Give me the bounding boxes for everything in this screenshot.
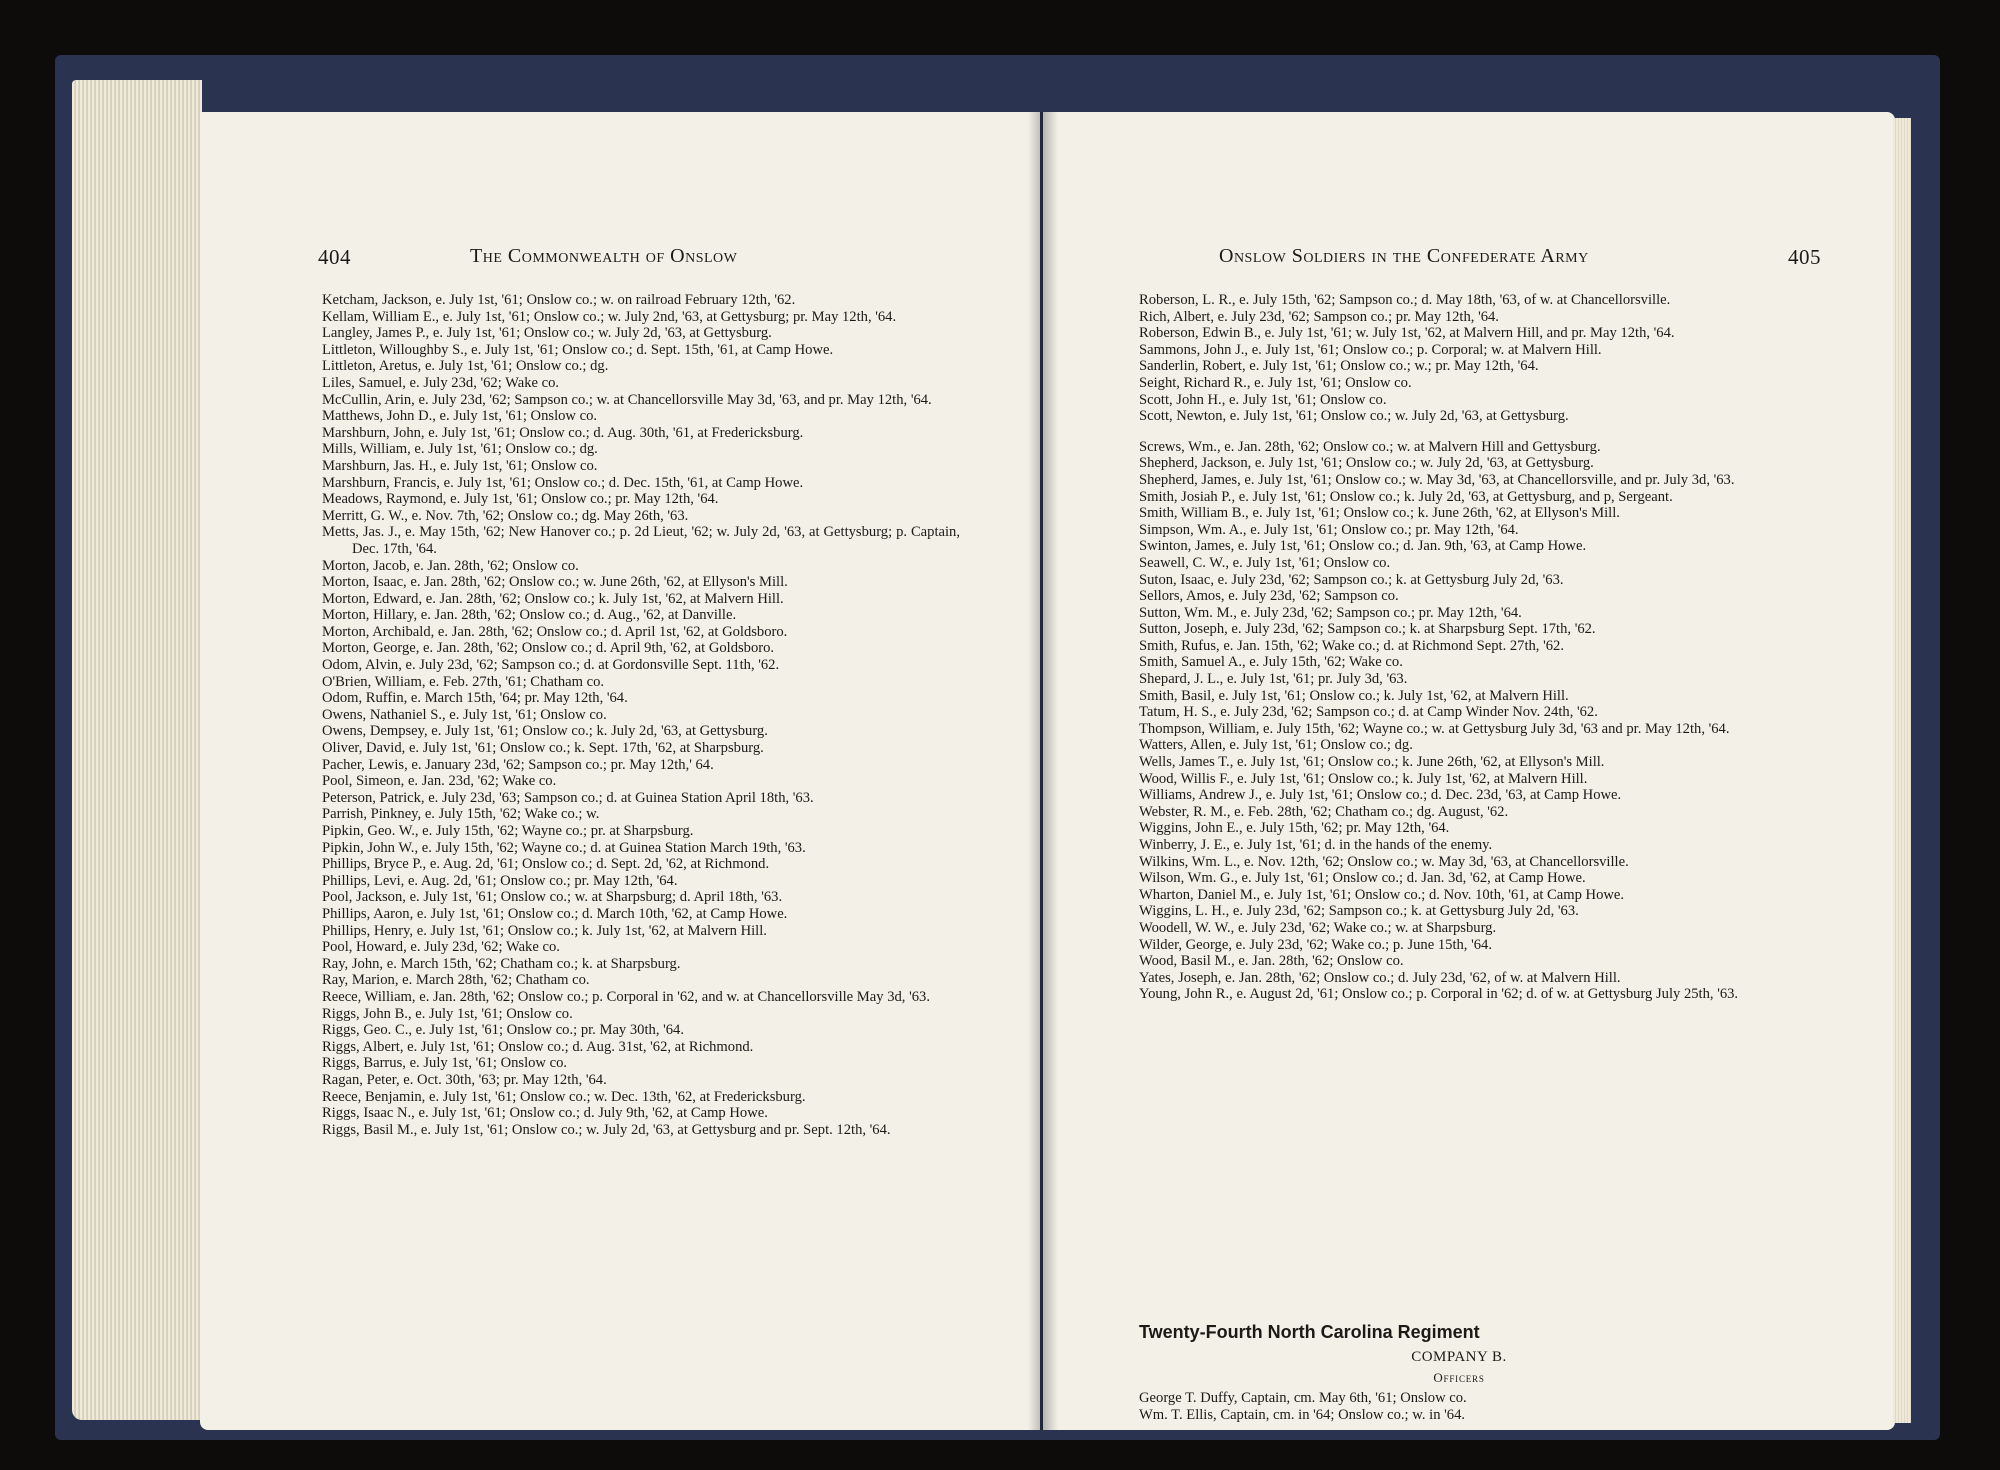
roster-entry: Shepherd, Jackson, e. July 1st, '61; Onslow co.; w. July 2d, '63, at Gettysburg. [1139,455,1594,472]
roster-entry: Phillips, Henry, e. July 1st, '61; Onslow co.; k. July 1st, '62, at Malvern Hill. [322,922,767,939]
roster-entry: Suton, Isaac, e. July 23d, '62; Sampson co.; k. at Gettysburg July 2d, '63. [1139,571,1564,588]
roster-entry: Wiggins, John E., e. July 15th, '62; pr. May 12th, '64. [1139,820,1450,837]
roster-entry: Riggs, Isaac N., e. July 1st, '61; Onslow co.; d. July 9th, '62, at Camp Howe. [322,1105,768,1122]
roster-entry: Reece, Benjamin, e. July 1st, '61; Onslow co.; w. Dec. 13th, '62, at Fredericksburg. [322,1088,806,1105]
right-page-edges [1893,118,1911,1423]
roster-entry: Parrish, Pinkney, e. July 15th, '62; Wake co.; w. [322,806,600,823]
roster-entry: Littleton, Willoughby S., e. July 1st, '61; Onslow co.; d. Sept. 15th, '61, at Camp Howe. [322,341,834,358]
roster-entry: Pool, Simeon, e. Jan. 23d, '62; Wake co. [322,773,557,790]
roster-entry: Swinton, James, e. July 1st, '61; Onslow co.; d. Jan. 9th, '63, at Camp Howe. [1139,538,1587,555]
roster-entry: Metts, Jas. J., e. May 15th, '62; New Hanover co.; p. 2d Lieut, '62; w. July 2d, '63, at Gettysburg; p. Captain, Dec. 17th, '64. [322,524,960,557]
roster-entry: Riggs, John B., e. July 1st, '61; Onslow co. [322,1005,573,1022]
roster-entry: Morton, Hillary, e. Jan. 28th, '62; Onslow co.; d. Aug., '62, at Danville. [322,607,737,624]
roster-entry: Wiggins, L. H., e. July 23d, '62; Sampson co.; k. at Gettysburg July 2d, '63. [1139,903,1579,920]
roster-entry: Pacher, Lewis, e. January 23d, '62; Sampson co.; pr. May 12th,' 64. [322,756,714,773]
roster-entry: Marshburn, Jas. H., e. July 1st, '61; Onslow co. [322,457,598,474]
company-heading: COMPANY B. [1411,1349,1507,1365]
regiment-heading: Twenty-Fourth North Carolina Regiment [1139,1322,1480,1342]
roster-entry: Peterson, Patrick, e. July 23d, '63; Sampson co.; d. at Guinea Station April 18th, '63. [322,789,814,806]
roster-entry: Wilder, George, e. July 23d, '62; Wake co.; p. June 15th, '64. [1139,936,1492,953]
roster-list [322,292,960,1138]
roster-entry: Meadows, Raymond, e. July 1st, '61; Onslow co.; pr. May 12th, '64. [322,491,719,508]
roster-entry: Roberson, L. R., e. July 15th, '62; Sampson co.; d. May 18th, '63, of w. at Chancellorsville. [1139,292,1671,308]
roster-entry: Morton, Jacob, e. Jan. 28th, '62; Onslow co. [322,557,579,574]
left-page-header [200,245,1040,275]
roster-entry: Williams, Andrew J., e. July 1st, '61; Onslow co.; d. Dec. 23d, '63, at Camp Howe. [1139,787,1622,804]
regiment-section [1139,1322,1779,1423]
roster-entry: Woodell, W. W., e. July 23d, '62; Wake co.; w. at Sharpsburg. [1139,919,1497,936]
roster-entry: Pipkin, Geo. W., e. July 15th, '62; Wayne co.; pr. at Sharpsburg. [322,823,694,839]
roster-entry: Webster, R. M., e. Feb. 28th, '62; Chatham co.; dg. August, '62. [1139,803,1509,820]
roster-entry: Kellam, William E., e. July 1st, '61; Onslow co.; w. July 2nd, '63, at Gettysburg; pr. May 12th, '64. [322,308,897,325]
roster-entry: Odom, Ruffin, e. March 15th, '64; pr. May 12th, '64. [322,690,628,707]
roster-entry: Liles, Samuel, e. July 23d, '62; Wake co. [322,374,560,391]
roster-entry: Phillips, Bryce P., e. Aug. 2d, '61; Onslow co.; d. Sept. 2d, '62, at Richmond. [322,856,770,873]
roster-entry: Sellors, Amos, e. July 23d, '62; Sampson co. [1139,588,1399,605]
roster-entry: Pipkin, John W., e. July 15th, '62; Wayne co.; d. at Guinea Station March 19th, '63. [322,839,806,856]
roster-entry: Wilson, Wm. G., e. July 1st, '61; Onslow co.; d. Jan. 3d, '62, at Camp Howe. [1139,870,1586,887]
roster-entry: Wilkins, Wm. L., e. Nov. 12th, '62; Onslow co.; w. May 3d, '63, at Chancellorsville. [1139,853,1629,870]
roster-entry: Smith, Rufus, e. Jan. 15th, '62; Wake co.; d. at Richmond Sept. 27th, '62. [1139,637,1564,654]
roster-entry: Riggs, Basil M., e. July 1st, '61; Onslow co.; w. July 2d, '63, at Gettysburg and pr. Sept. 12th, '64. [322,1121,891,1138]
roster-entry: Ketcham, Jackson, e. July 1st, '61; Onslow co.; w. on railroad February 12th, '62. [322,292,796,308]
roster-entry: Sutton, Joseph, e. July 23d, '62; Sampson co.; k. at Sharpsburg Sept. 17th, '62. [1139,621,1596,638]
roster-entry: Reece, William, e. Jan. 28th, '62; Onslow co.; p. Corporal in '62, and w. at Chancellorsville May 3d, '63. [322,988,930,1005]
roster-entry: Seawell, C. W., e. July 1st, '61; Onslow co. [1139,554,1391,571]
roster-entry: Seight, Richard R., e. July 1st, '61; Onslow co. [1139,374,1412,391]
roster-entry: Tatum, H. S., e. July 23d, '62; Sampson co.; d. at Camp Winder Nov. 24th, '62. [1139,704,1598,721]
roster-entry: Odom, Alvin, e. July 23d, '62; Sampson co.; d. at Gordonsville Sept. 11th, '62. [322,657,780,674]
roster-entry: Roberson, Edwin B., e. July 1st, '61; w. July 1st, '62, at Malvern Hill, and pr. May 12th, '64. [1139,325,1675,342]
roster-entry: Winberry, J. E., e. July 1st, '61; d. in the hands of the enemy. [1139,837,1493,853]
roster-entry: Morton, Edward, e. Jan. 28th, '62; Onslow co.; k. July 1st, '62, at Malvern Hill. [322,590,784,607]
right-page-header [1043,245,1895,275]
roster-entry: Sammons, John J., e. July 1st, '61; Onslow co.; p. Corporal; w. at Malvern Hill. [1139,341,1602,358]
roster-entry: McCullin, Arin, e. July 23d, '62; Sampson co.; w. at Chancellorsville May 3d, '63, and pr. May 12th, '64. [322,391,932,408]
roster-entry: Wells, James T., e. July 1st, '61; Onslow co.; k. June 26th, '62, at Ellyson's Mill. [1139,754,1605,771]
officers-heading: Officers [1433,1370,1485,1385]
roster-entry: Shepherd, James, e. July 1st, '61; Onslow co.; w. May 3d, '63, at Chancellorsville, and pr. July 3d, '63. [1139,471,1735,488]
roster-entry: Sanderlin, Robert, e. July 1st, '61; Onslow co.; w.; pr. May 12th, '64. [1139,358,1539,375]
right-page [1043,112,1895,1430]
page-block-edges [72,80,202,1420]
roster-entry: Morton, Archibald, e. Jan. 28th, '62; Onslow co.; d. April 1st, '62, at Goldsboro. [322,623,788,640]
roster-entry: Pool, Jackson, e. July 1st, '61; Onslow co.; w. at Sharpsburg; d. April 18th, '63. [322,889,783,906]
roster-entry: Wm. T. Ellis, Captain, cm. in '64; Onslow co.; w. in '64. [1139,1406,1466,1423]
roster-entry: Watters, Allen, e. July 1st, '61; Onslow co.; dg. [1139,737,1413,754]
roster-entry: Sutton, Wm. M., e. July 23d, '62; Sampson co.; pr. May 12th, '64. [1139,604,1522,621]
roster-entry: Owens, Dempsey, e. July 1st, '61; Onslow co.; k. July 2d, '63, at Gettysburg. [322,723,768,740]
roster-entry: Smith, Samuel A., e. July 15th, '62; Wake co. [1139,654,1403,671]
roster-entry: Smith, William B., e. July 1st, '61; Onslow co.; k. June 26th, '62, at Ellyson's Mill. [1139,505,1620,522]
roster-entry: Yates, Joseph, e. Jan. 28th, '62; Onslow co.; d. July 23d, '62, of w. at Malvern Hill. [1139,969,1621,986]
roster-entry: George T. Duffy, Captain, cm. May 6th, '61; Onslow co. [1139,1390,1467,1406]
roster-entry: Ragan, Peter, e. Oct. 30th, '63; pr. May 12th, '64. [322,1071,607,1088]
roster-entry: Littleton, Aretus, e. July 1st, '61; Onslow co.; dg. [322,358,609,375]
book-gutter [1028,112,1058,1430]
officers-list [1139,1390,1779,1423]
roster-entry: Pool, Howard, e. July 23d, '62; Wake co. [322,939,560,956]
roster-entry: Young, John R., e. August 2d, '61; Onslow co.; p. Corporal in '62; d. of w. at Gettysburg July 25th, '63. [1139,986,1739,1003]
roster-entry: Morton, Isaac, e. Jan. 28th, '62; Onslow co.; w. June 26th, '62, at Ellyson's Mill. [322,574,788,591]
roster-entry: Simpson, Wm. A., e. July 1st, '61; Onslow co.; pr. May 12th, '64. [1139,521,1519,538]
roster-entry: Matthews, John D., e. July 1st, '61; Onslow co. [322,408,598,425]
roster-entry: O'Brien, William, e. Feb. 27th, '61; Chatham co. [322,673,605,690]
roster-entry: Thompson, William, e. July 15th, '62; Wayne co.; w. at Gettysburg July 3d, '63 and pr. May 12th, '64. [1139,720,1730,737]
roster-entry: Langley, James P., e. July 1st, '61; Onslow co.; w. July 2d, '63, at Gettysburg. [322,325,772,342]
roster-entry: Scott, John H., e. July 1st, '61; Onslow co. [1139,391,1387,408]
roster-entry: Scott, Newton, e. July 1st, '61; Onslow co.; w. July 2d, '63, at Gettysburg. [1139,408,1569,425]
running-title: The Commonwealth of Onslow [470,245,738,267]
roster-entry: Morton, George, e. Jan. 28th, '62; Onslow co.; d. April 9th, '62, at Goldsboro. [322,640,775,657]
running-title: Onslow Soldiers in the Confederate Army [1219,245,1589,267]
roster-entry: Smith, Josiah P., e. July 1st, '61; Onslow co.; k. July 2d, '63, at Gettysburg, and p, Sergeant. [1139,488,1673,505]
roster-entry: Mills, William, e. July 1st, '61; Onslow co.; dg. [322,441,598,458]
roster-entry: Merritt, G. W., e. Nov. 7th, '62; Onslow co.; dg. May 26th, '63. [322,507,689,524]
roster-entry: Phillips, Levi, e. Aug. 2d, '61; Onslow co.; pr. May 12th, '64. [322,872,678,889]
roster-entry: Riggs, Barrus, e. July 1st, '61; Onslow co. [322,1055,568,1072]
roster-entry: Wharton, Daniel M., e. July 1st, '61; Onslow co.; d. Nov. 10th, '61, at Camp Howe. [1139,886,1625,903]
roster-entry: Screws, Wm., e. Jan. 28th, '62; Onslow co.; w. at Malvern Hill and Gettysburg. [1139,438,1601,455]
roster-entry: Ray, Marion, e. March 28th, '62; Chatham co. [322,972,590,989]
roster-entry: Marshburn, Francis, e. July 1st, '61; Onslow co.; d. Dec. 15th, '61, at Camp Howe. [322,474,804,491]
page-number: 404 [318,245,351,269]
page-number: 405 [1788,245,1821,269]
roster-entry: Rich, Albert, e. July 23d, '62; Sampson co.; pr. May 12th, '64. [1139,308,1499,325]
roster-entry: Oliver, David, e. July 1st, '61; Onslow co.; k. Sept. 17th, '62, at Sharpsburg. [322,740,764,757]
roster-list [1139,292,1779,1003]
roster-entry: Riggs, Geo. C., e. July 1st, '61; Onslow co.; pr. May 30th, '64. [322,1022,684,1039]
roster-entry: Ray, John, e. March 15th, '62; Chatham co.; k. at Sharpsburg. [322,955,681,972]
roster-entry: Phillips, Aaron, e. July 1st, '61; Onslow co.; d. March 10th, '62, at Camp Howe. [322,905,788,922]
roster-entry: Marshburn, John, e. July 1st, '61; Onslow co.; d. Aug. 30th, '61, at Fredericksburg. [322,424,804,441]
roster-entry: Smith, Basil, e. July 1st, '61; Onslow co.; k. July 1st, '62, at Malvern Hill. [1139,687,1569,704]
roster-entry: Owens, Nathaniel S., e. July 1st, '61; Onslow co. [322,706,607,723]
roster-entry: Shepard, J. L., e. July 1st, '61; pr. July 3d, '63. [1139,671,1408,688]
left-page [200,112,1040,1430]
roster-entry: Riggs, Albert, e. July 1st, '61; Onslow co.; d. Aug. 31st, '62, at Richmond. [322,1038,754,1055]
roster-entry: Wood, Basil M., e. Jan. 28th, '62; Onslow co. [1139,953,1404,970]
roster-entry: Wood, Willis F., e. July 1st, '61; Onslow co.; k. July 1st, '62, at Malvern Hill. [1139,770,1588,787]
